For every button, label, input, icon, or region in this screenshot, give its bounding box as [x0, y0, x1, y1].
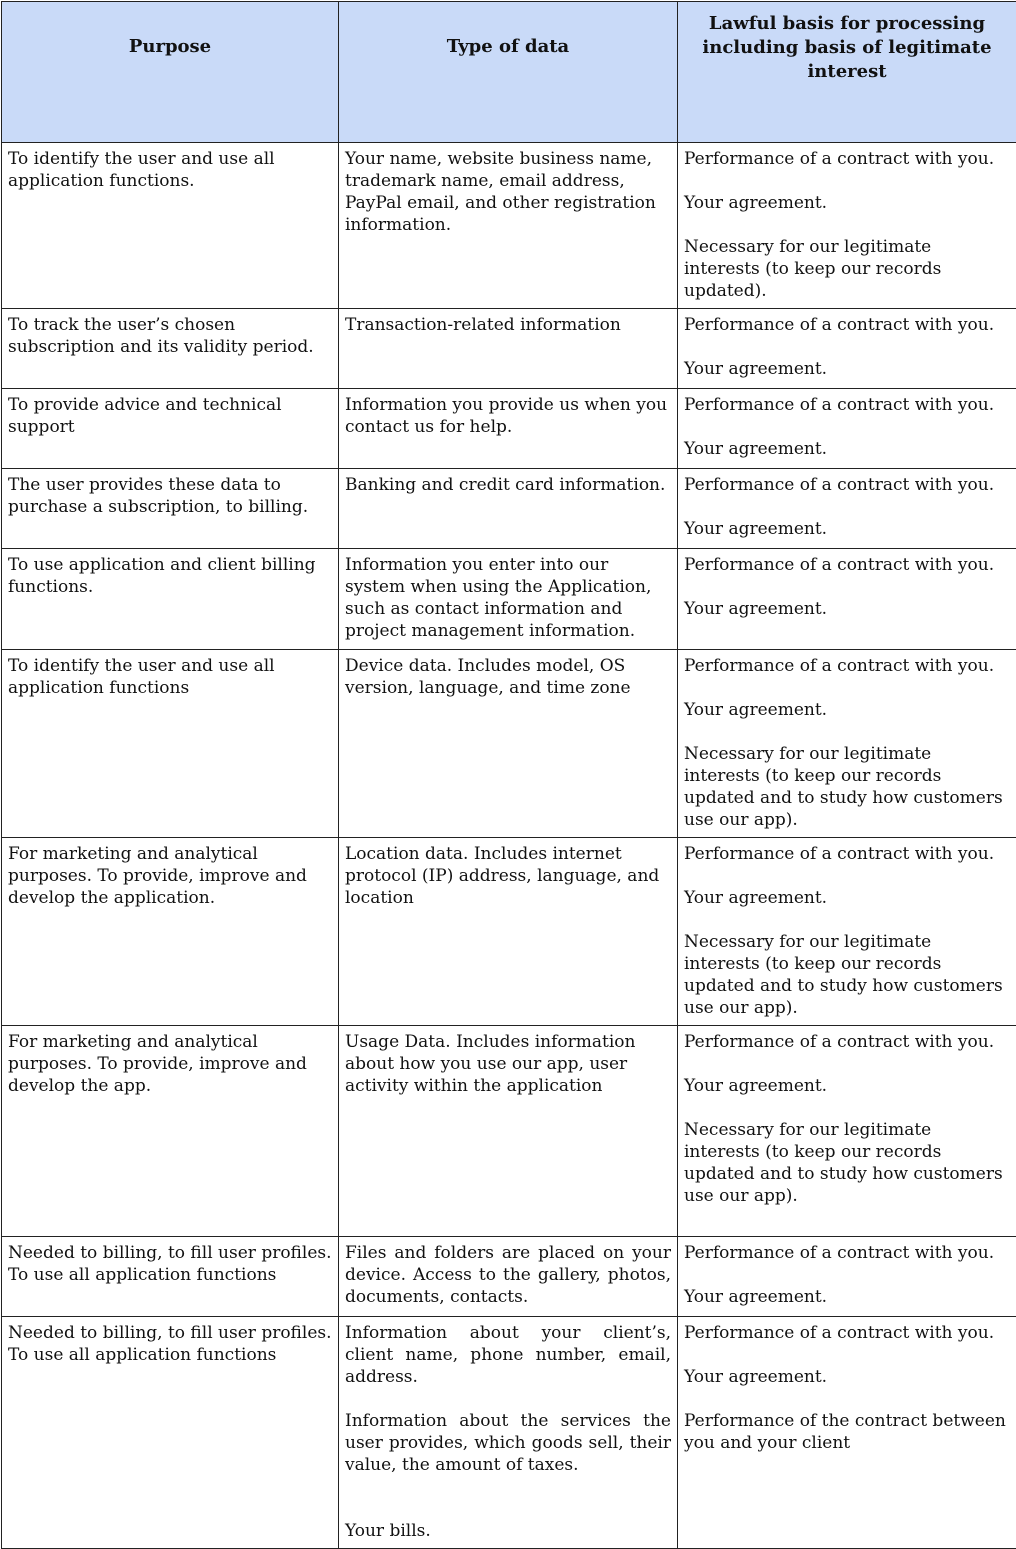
- purpose-cell: [2, 469, 339, 549]
- cell-text: Your agreement.: [684, 358, 1010, 380]
- cell-line: Needed to billing, to fill user profiles.: [8, 1323, 332, 1343]
- type-of-data-cell: [339, 143, 678, 309]
- table-row: [2, 650, 1016, 838]
- purpose-cell: [2, 389, 339, 469]
- cell-text: Location data. Includes internet protocol (IP) address, language, and location: [345, 843, 671, 909]
- purpose-cell: [2, 1237, 339, 1317]
- cell-text: Performance of a contract with you.: [684, 655, 1010, 677]
- lawful-basis-cell: [678, 838, 1016, 1026]
- purpose-cell: [2, 650, 339, 838]
- data-processing-table: [1, 1, 1016, 1549]
- table-row: [2, 389, 1016, 469]
- cell-text: Your agreement.: [684, 1366, 1010, 1388]
- cell-text: Information you enter into our system when using the Application, such as contact information and project management information.: [345, 554, 671, 642]
- type-of-data-cell: [339, 1026, 678, 1237]
- purpose-cell: [2, 838, 339, 1026]
- lawful-basis-cell: [678, 309, 1016, 389]
- cell-text: Information you provide us when you contact us for help.: [345, 394, 671, 438]
- table-row: [2, 1317, 1016, 1549]
- purpose-cell: [2, 1317, 339, 1549]
- cell-text: Performance of a contract with you.: [684, 148, 1010, 170]
- cell-text: Performance of a contract with you.: [684, 554, 1010, 576]
- lawful-basis-cell: [678, 650, 1016, 838]
- lawful-basis-cell: [678, 143, 1016, 309]
- type-of-data-cell: [339, 309, 678, 389]
- lawful-basis-cell: [678, 1237, 1016, 1317]
- cell-text: Information about your client’s, client name, phone number, email, address.: [345, 1322, 671, 1388]
- cell-text: Device data. Includes model, OS version, language, and time zone: [345, 655, 671, 699]
- cell-text: Necessary for our legitimate interests (to keep our records updated and to study how customers use our app).: [684, 1119, 1010, 1207]
- type-of-data-cell: [339, 650, 678, 838]
- cell-text: Your agreement.: [684, 518, 1010, 540]
- type-of-data-cell: [339, 838, 678, 1026]
- cell-text: To use application and client billing functions.: [8, 554, 332, 598]
- table-header-row: [2, 2, 1016, 143]
- cell-text: Performance of a contract with you.: [684, 843, 1010, 865]
- cell-text: Necessary for our legitimate interests (to keep our records updated and to study how customers use our app).: [684, 743, 1010, 831]
- type-of-data-cell: [339, 469, 678, 549]
- cell-text: [8, 1242, 332, 1286]
- cell-text: Banking and credit card information.: [345, 474, 671, 496]
- table-row: [2, 309, 1016, 389]
- cell-text: Your bills.: [345, 1520, 671, 1542]
- cell-text: Your name, website business name, trademark name, email address, PayPal email, and other registration information.: [345, 148, 671, 236]
- cell-text: Necessary for our legitimate interests (to keep our records updated and to study how customers use our app).: [684, 931, 1010, 1019]
- cell-text: To provide advice and technical support: [8, 394, 332, 438]
- type-of-data-cell: [339, 549, 678, 650]
- purpose-cell: [2, 143, 339, 309]
- lawful-basis-cell: [678, 389, 1016, 469]
- table-row: [2, 1026, 1016, 1237]
- cell-text: Information about the services the user provides, which goods sell, their value, the amount of taxes.: [345, 1410, 671, 1476]
- cell-line: To use all application functions: [8, 1265, 276, 1285]
- cell-text: Your agreement.: [684, 192, 1010, 214]
- cell-text: Performance of a contract with you.: [684, 474, 1010, 496]
- cell-text: Your agreement.: [684, 1075, 1010, 1097]
- table-row: [2, 1237, 1016, 1317]
- lawful-basis-cell: [678, 1317, 1016, 1549]
- cell-text: Performance of a contract with you.: [684, 314, 1010, 336]
- cell-text: To identify the user and use all application functions: [8, 655, 332, 699]
- cell-text: [8, 1322, 332, 1366]
- table-row: [2, 838, 1016, 1026]
- cell-line: Needed to billing, to fill user profiles.: [8, 1243, 332, 1263]
- header-type-of-data: Type of data: [339, 2, 678, 143]
- cell-text: Necessary for our legitimate interests (to keep our records updated).: [684, 236, 1010, 302]
- lawful-basis-cell: [678, 549, 1016, 650]
- cell-text: Transaction-related information: [345, 314, 671, 336]
- type-of-data-cell: [339, 1237, 678, 1317]
- table-row: [2, 469, 1016, 549]
- cell-text: Performance of a contract with you.: [684, 1242, 1010, 1264]
- cell-text: Performance of a contract with you.: [684, 1322, 1010, 1344]
- table-row: [2, 549, 1016, 650]
- cell-text: The user provides these data to purchase a subscription, to billing.: [8, 474, 332, 518]
- purpose-cell: [2, 549, 339, 650]
- cell-text: Your agreement.: [684, 1286, 1010, 1308]
- cell-text: To identify the user and use all application functions.: [8, 148, 332, 192]
- cell-text: Your agreement.: [684, 598, 1010, 620]
- lawful-basis-cell: [678, 469, 1016, 549]
- cell-text: Usage Data. Includes information about how you use our app, user activity within the application: [345, 1031, 671, 1097]
- cell-text: Your agreement.: [684, 438, 1010, 460]
- header-lawful-basis: Lawful basis for processing including basis of legitimate interest: [678, 2, 1016, 143]
- cell-text: Performance of a contract with you.: [684, 1031, 1010, 1053]
- lawful-basis-cell: [678, 1026, 1016, 1237]
- purpose-cell: [2, 309, 339, 389]
- header-purpose: Purpose: [2, 2, 339, 143]
- cell-text: Files and folders are placed on your device. Access to the gallery, photos, documents, contacts.: [345, 1242, 671, 1308]
- cell-text: To track the user’s chosen subscription and its validity period.: [8, 314, 332, 358]
- cell-text: Performance of the contract between you and your client: [684, 1410, 1010, 1454]
- cell-line: To use all application functions: [8, 1345, 276, 1365]
- type-of-data-cell: [339, 389, 678, 469]
- type-of-data-cell: [339, 1317, 678, 1549]
- cell-text: Your agreement.: [684, 887, 1010, 909]
- cell-text: Performance of a contract with you.: [684, 394, 1010, 416]
- cell-text: Your agreement.: [684, 699, 1010, 721]
- table-row: [2, 143, 1016, 309]
- cell-text: For marketing and analytical purposes. To provide, improve and develop the application.: [8, 843, 332, 909]
- purpose-cell: [2, 1026, 339, 1237]
- cell-text: For marketing and analytical purposes. To provide, improve and develop the app.: [8, 1031, 332, 1097]
